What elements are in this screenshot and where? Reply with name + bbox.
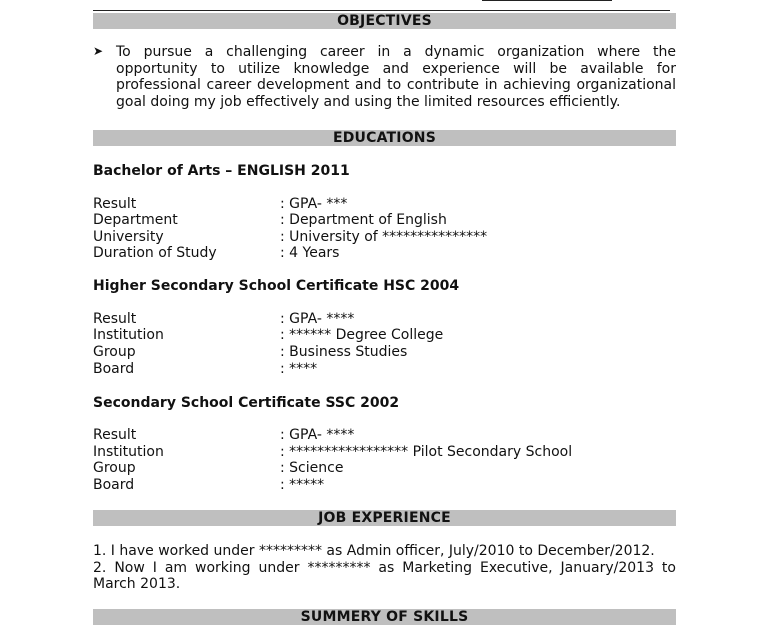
degree-title-hsc: Higher Secondary School Certificate HSC 2004 <box>93 278 460 294</box>
edu-key: Institution <box>93 444 164 460</box>
edu-value: : Science <box>280 460 344 476</box>
objectives-heading: OBJECTIVES <box>93 13 676 29</box>
edu-key: University <box>93 229 164 245</box>
experience-list <box>93 543 676 593</box>
edu-value: : ****** Degree College <box>280 327 444 343</box>
edu-value: : Business Studies <box>280 344 408 360</box>
arrow-bullet-icon: ➤ <box>93 44 104 58</box>
objective-text: To pursue a challenging career in a dynamic organization where the opportunity to utilize knowledge and experience will be available for professional career development and to contribute in achieving organizational goal doing my job effectively and using the limited resources efficiently. <box>116 44 676 110</box>
educations-heading: EDUCATIONS <box>93 130 676 146</box>
job-experience-heading: JOB EXPERIENCE <box>93 510 676 526</box>
edu-key: Result <box>93 427 137 443</box>
objective-block <box>93 44 676 110</box>
edu-value: : GPA- **** <box>280 427 355 443</box>
edu-key: Institution <box>93 327 164 343</box>
edu-value: : Department of English <box>280 212 447 228</box>
edu-key: Board <box>93 477 135 493</box>
edu-value: : GPA- **** <box>280 311 355 327</box>
edu-key: Result <box>93 311 137 327</box>
degree-title-ssc: Secondary School Certificate SSC 2002 <box>93 395 400 411</box>
degree-title-ba: Bachelor of Arts – ENGLISH 2011 <box>93 163 350 179</box>
skills-heading: SUMMERY OF SKILLS <box>93 609 676 625</box>
edu-key: Result <box>93 196 137 212</box>
edu-value: : ***************** Pilot Secondary School <box>280 444 573 460</box>
experience-item: 1. I have worked under ********* as Admin officer, July/2010 to December/2012. <box>93 543 655 559</box>
edu-key: Group <box>93 460 136 476</box>
experience-item: 2. Now I am working under ********* as Marketing Executive, January/2013 to March 2013. <box>93 559 676 592</box>
edu-key: Department <box>93 212 178 228</box>
edu-value: : 4 Years <box>280 245 340 261</box>
edu-key: Group <box>93 344 136 360</box>
edu-key: Board <box>93 361 135 377</box>
top-divider-short <box>482 0 612 1</box>
edu-key: Duration of Study <box>93 245 217 261</box>
top-divider <box>93 10 670 11</box>
edu-value: : GPA- *** <box>280 196 348 212</box>
edu-value: : **** <box>280 361 318 377</box>
edu-value: : University of *************** <box>280 229 488 245</box>
edu-value: : ***** <box>280 477 325 493</box>
